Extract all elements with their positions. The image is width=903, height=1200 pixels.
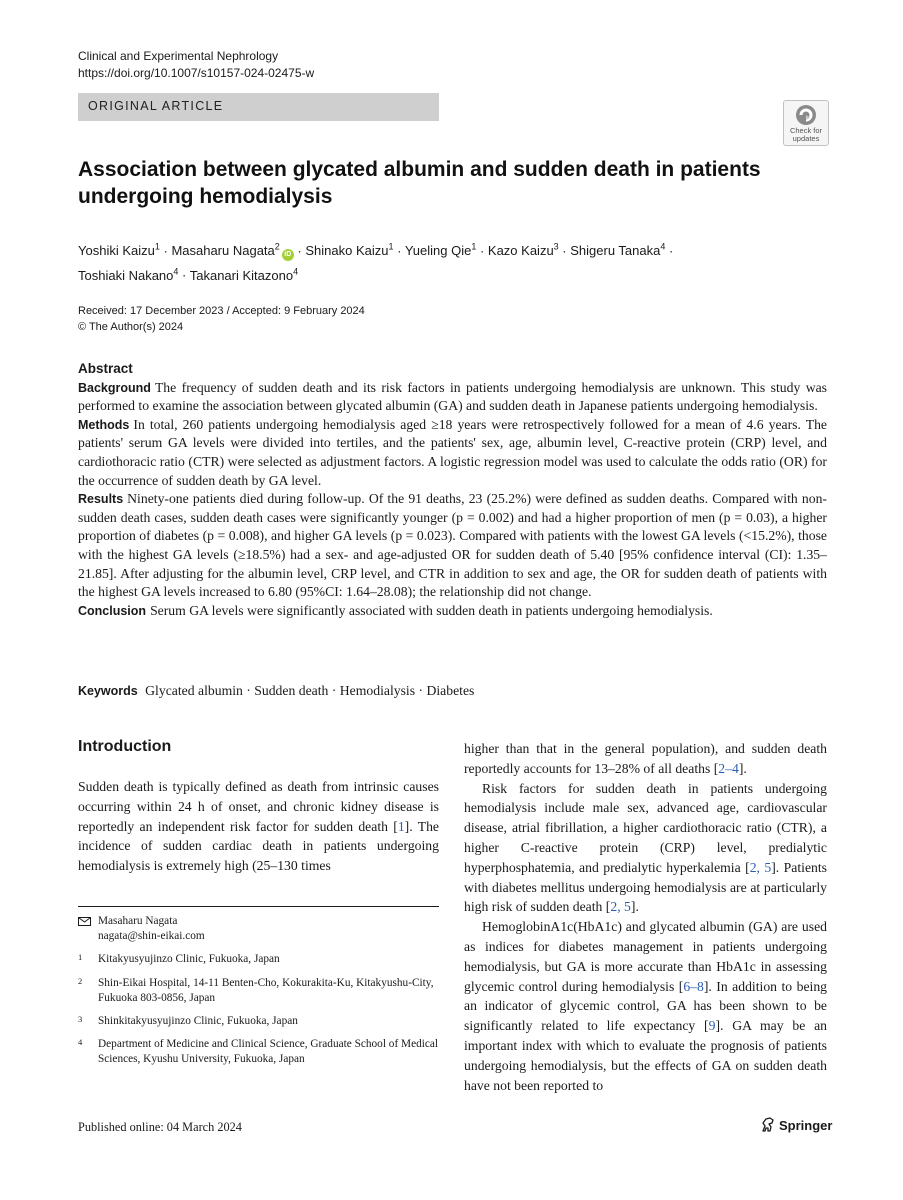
orcid-icon[interactable]: iD (282, 249, 294, 261)
body-text: ]. In addition to being an indicator of glycemic control, GA has been shown to be significantly related to life expectancy [ (464, 978, 828, 1034)
author-name: Takanari Kitazono (189, 267, 294, 283)
journal-name: Clinical and Experimental Nephrology (78, 49, 279, 63)
abstract-heading: Abstract (78, 361, 133, 376)
affiliation-item (78, 976, 439, 1006)
abstract-conclusion (78, 602, 827, 621)
check-label-line1: Check for (789, 126, 823, 135)
author-affiliation-marker: 1 (154, 242, 160, 252)
footnotes (78, 914, 439, 1076)
affiliation-text: Shinkitakyusyujinzo Clinic, Fukuoka, Japan (98, 1015, 298, 1028)
abstract (78, 360, 827, 620)
body-paragraph (464, 779, 827, 918)
author-affiliation-marker: 4 (293, 266, 299, 277)
author-name: Yueling Qie (404, 243, 472, 259)
affiliation-number: 4 (78, 1037, 83, 1048)
author[interactable] (171, 243, 293, 258)
author-separator: · (558, 243, 571, 259)
published-online-date: Published online: 04 March 2024 (78, 1120, 242, 1134)
affiliation-text: Department of Medicine and Clinical Science, Graduate School of Medical Sciences, Kyushu University, Fukuoka, Japan (98, 1038, 439, 1066)
publisher-name: Springer (779, 1118, 833, 1133)
check-for-updates-icon (795, 104, 817, 126)
affiliation-number: 1 (78, 952, 83, 963)
body-paragraph (464, 739, 827, 779)
abstract-section-text: The frequency of sudden death and its risk factors in patients undergoing hemodialysis are unknown. This study was performed to examine the association between glycated albumin (GA) and sudden death in Japanese patients undergoing hemodialysis. (78, 379, 827, 414)
body-column-left (78, 777, 439, 876)
abstract-section-text: In total, 260 patients undergoing hemodialysis aged ≥18 years were retrospectively followed for a mean of 4.6 years. The patients' serum GA levels were divided into tertiles, and the patients' sex, age, albumin level, C-reactive protein (CRP) level, and cardiothoracic ratio (CTR) were selected as adjustment factors. A logistic regression model was used to calculate the odds ratio (OR) for the occurrence of sudden death by GA level. (78, 416, 827, 488)
body-text: Sudden death is typically defined as death from intrinsic causes occurring within 24 h of onset, and chronic kidney disease is reportedly an independent risk factor for sudden death [ (78, 779, 439, 834)
check-label-line2: updates (792, 134, 820, 143)
body-text: HemoglobinA1c(HbA1c) and glycated albumin (GA) are used as indices for diabetes management in patients undergoing hemodialysis, but GA is more accurate than HbA1c in assessing glycemic control during hemodialysis [ (464, 919, 827, 994)
check-for-updates-badge[interactable] (783, 100, 829, 146)
introduction-heading: Introduction (78, 738, 172, 755)
corresponding-author (78, 914, 439, 944)
author[interactable] (190, 268, 298, 283)
author-list (78, 237, 778, 286)
copyright-line: © The Author(s) 2024 (78, 321, 184, 333)
body-text: ]. The incidence of sudden cardiac death in patients undergoing hemodialysis is extremely high (25–130 times (78, 818, 439, 874)
body-text: ]. (738, 760, 747, 776)
envelope-icon (78, 917, 91, 926)
keywords-label: Keywords (78, 684, 138, 698)
author-name: Shigeru Tanaka (570, 243, 661, 259)
corresponding-author-email[interactable]: nagata@shin-eikai.com (98, 930, 205, 943)
author-name: Toshiaki Nakano (78, 267, 174, 283)
abstract-section-label: Methods (78, 417, 130, 432)
abstract-section-label: Conclusion (78, 603, 147, 618)
body-text: higher than that in the general population), and sudden death reportedly accounts for 13–28% of all deaths [ (464, 741, 827, 776)
abstract-section-text: Ninety-one patients died during follow-up. Of the 91 deaths, 23 (25.2%) were defined as sudden deaths. Compared with non-sudden death cases, sudden death cases were significantly younger (p = 0.002) and had a higher proportion of men (p = 0.03), a higher proportion of diabetes (p = 0.008), and higher GA levels (p = 0.023). Compared with patients with the lowest GA levels (<15.2%), those with the highest GA levels (≥18.5%) had a sex- and age-adjusted OR for sudden death of 5.40 [95% confidence interval (CI): 1.35–21.85]. After adjusting for the albumin level, CRP level, and CTR in addition to sex and age, the OR for sudden death of patients with the highest GA levels increased to 6.80 (95%CI: 1.64–28.08); the relationship did not change. (78, 491, 827, 600)
author-affiliation-marker: 1 (471, 242, 477, 252)
author-affiliation-marker: 4 (173, 266, 179, 277)
author-affiliation-marker: 2 (274, 242, 280, 252)
author[interactable] (78, 268, 178, 283)
article-dates (78, 303, 365, 335)
author-separator: · (393, 243, 405, 259)
affiliation-text: Shin-Eikai Hospital, 14-11 Benten-Cho, Kokurakita-Ku, Kitakyushu-City, Fukuoka 803-0856, Japan (98, 976, 434, 1004)
corresponding-author-name: Masaharu Nagata (98, 915, 178, 927)
affiliation-item (78, 1014, 439, 1029)
author[interactable] (78, 243, 160, 258)
abstract-background (78, 379, 827, 416)
author-separator: · (178, 267, 190, 283)
author-separator: · (159, 243, 172, 259)
abstract-section-label: Background (78, 380, 151, 395)
affiliation-item (78, 952, 439, 967)
abstract-methods (78, 416, 827, 490)
author[interactable] (488, 243, 559, 258)
body-text: ]. Patients with diabetes mellitus undergoing hemodialysis are at particularly high risk of sudden death [ (464, 859, 827, 915)
body-paragraph (464, 917, 827, 1095)
body-text: ]. GA may be an important index with which to evaluate the prognosis of patients undergoing hemodialysis, but the effects of GA on sudden death have not been reported to (464, 1018, 828, 1093)
author[interactable] (305, 243, 393, 258)
author[interactable] (570, 243, 665, 258)
citation-link[interactable]: 2–4 (718, 760, 739, 776)
author-affiliation-marker: 1 (388, 242, 394, 252)
affiliation-item (78, 1037, 439, 1067)
abstract-section-text: Serum GA levels were significantly associated with sudden death in patients undergoing hemodialysis. (150, 602, 713, 618)
affiliation-number: 2 (78, 975, 83, 986)
body-text: ]. (630, 899, 639, 915)
author-separator: · (293, 243, 306, 259)
publisher-logo (760, 1117, 832, 1133)
abstract-results (78, 490, 827, 602)
check-for-updates-label (784, 127, 828, 143)
author-separator: · (476, 243, 488, 259)
body-text: Risk factors for sudden death in patients undergoing hemodialysis include male sex, advanced age, cardiovascular disease, atrial fibrillation, a higher cardiothoracic ratio (CTR), a higher C-reactive protein (CRP) level, predialytic hyperphosphatemia, and predialytic hyperkalemia [ (464, 780, 827, 875)
body-paragraph (78, 777, 439, 876)
article-title: Association between glycated albumin and sudden death in patients undergoing hemodialysis (78, 158, 761, 208)
citation-link[interactable]: 9 (708, 1018, 716, 1034)
author-name: Masaharu Nagata (171, 243, 275, 259)
author-name: Kazo Kaizu (487, 243, 554, 259)
article-type-banner (78, 93, 439, 121)
citation-link[interactable]: 6–8 (683, 978, 704, 994)
author-affiliation-marker: 3 (553, 242, 559, 252)
received-accepted-dates: Received: 17 December 2023 / Accepted: 9 February 2024 (78, 305, 365, 317)
citation-link[interactable]: 2, 5 (749, 859, 772, 875)
body-column-right (464, 739, 827, 1095)
article-type-label: ORIGINAL ARTICLE (88, 99, 224, 113)
author-affiliation-marker: 4 (660, 242, 666, 252)
author-separator: · (665, 243, 674, 259)
author-name: Shinako Kaizu (305, 243, 389, 259)
affiliation-number: 3 (78, 1014, 83, 1025)
abstract-section-label: Results (78, 492, 124, 507)
springer-horse-icon (760, 1117, 776, 1133)
author[interactable] (405, 243, 477, 258)
keywords-text: Glycated albumin · Sudden death · Hemodialysis · Diabetes (145, 683, 475, 698)
affiliation-text: Kitakyusyujinzo Clinic, Fukuoka, Japan (98, 953, 280, 966)
footnote-divider (78, 906, 439, 907)
citation-link[interactable]: 1 (397, 818, 405, 834)
keywords (78, 683, 827, 699)
citation-link[interactable]: 2, 5 (610, 899, 631, 915)
doi-link[interactable]: https://doi.org/10.1007/s10157-024-02475-w (78, 66, 315, 80)
author-name: Yoshiki Kaizu (78, 243, 155, 259)
